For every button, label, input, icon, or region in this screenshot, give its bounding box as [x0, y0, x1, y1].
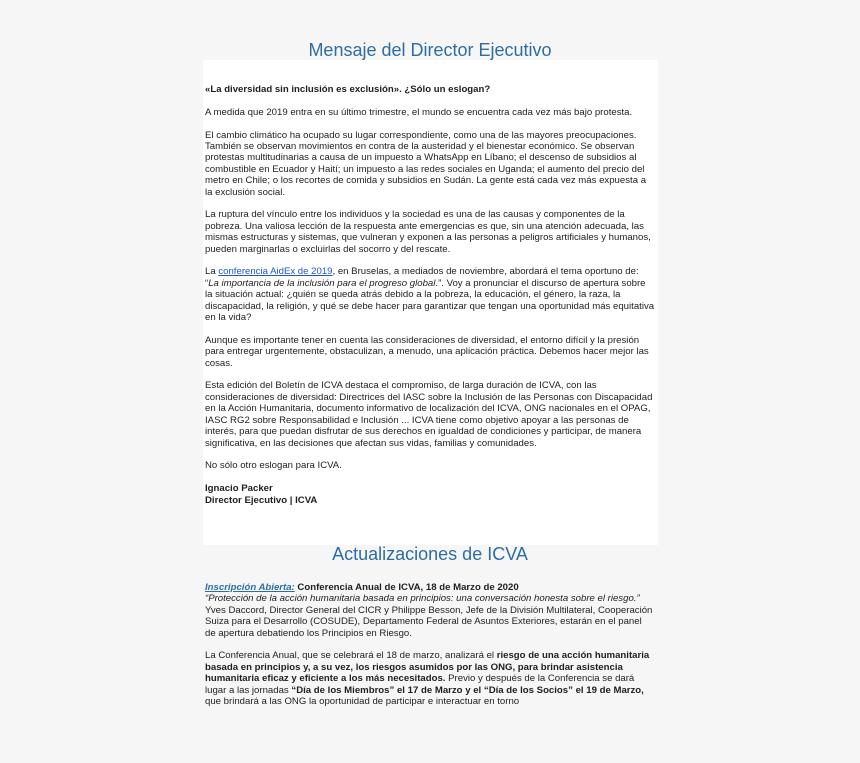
partners-day: Día de los Socios” el 19 de Marzo,: [488, 684, 644, 696]
paragraph-1: A medida que 2019 entra en su último trimestre, el mundo se encuentra cada vez más bajo protesta.: [205, 106, 633, 118]
paragraph-7: No sólo otro eslogan para ICVA.: [205, 460, 342, 472]
speakers-paragraph: Yves Daccord, Director General del CICR y Philippe Besson, Jefe de la División Multilateral, Cooperación Suiza para el Desarrollo (COSUDE), Departamento Federal de Asuntos Exteriores, estarán en el panel de apertura debatiendo los Principios en Riesgo.: [205, 604, 653, 639]
signature-name: Ignacio Packer: [205, 483, 273, 495]
registration-line: [205, 582, 655, 593]
paragraph-5: Aunque es importante tener en cuenta las consideraciones de diversidad, el entorno difícil y la presión para entregar urgentemente, obstaculizan, a menudo, una aplicación práctica. Debemos hacer mejor las cosas.: [205, 334, 649, 369]
paragraph-4: [205, 266, 655, 323]
conference-text-b: riesgo de una acción humanitaria basada en principios y, a su vez, los riesgos asumidos por las ONG, para brindar asistencia humanitaria eficaz y eficiente a los más necesitados.: [205, 650, 650, 685]
paragraph-6: Esta edición del Boletín de ICVA destaca el compromiso, de larga duración de ICVA, con las consideraciones de diversidad: Directrices del IASC sobre la Inclusión de las Personas con Discapacidad en la Acción Humanitaria, documento informativo de localización del ICVA, ONG nacionales en el OPAG, IASC RG2 sobre Responsabilidad e Inclusión ... ICVA tiene como objetivo apoyar a las personas de interés, para que puedan disfrutar de sus derechos en igualdad de condiciones y participar, de manera significativa, en las decisiones que afectan sus vidas, familias y comunidades.: [205, 380, 653, 449]
paragraph-4-start: La: [205, 266, 219, 278]
conference-paragraph: [205, 650, 655, 707]
paragraph-4-middle: , en Bruselas, a mediados de noviembre, abordará el tema oportuno de: “: [205, 266, 639, 289]
signature-role: Director Ejecutivo | ICVA: [205, 494, 318, 506]
registration-link[interactable]: Inscripción Abierta:: [205, 582, 295, 593]
conference-text-g: que brindará a las ONG la oportunidad de participar e interactuar en torno: [205, 696, 520, 708]
aidex-conference-link[interactable]: conferencia AidEx de 2019: [218, 266, 333, 278]
paragraph-2: El cambio climático ha ocupado su lugar correspondiente, como una de las mayores preocupaciones. También se observan movimientos en contra de la austeridad y el bienestar económico. Se observan protestas multitudinarias a causa de un impuesto a WhatsApp en Líbano; el descenso de subsidios al combustible en Ecuador y Haití; un impuesto a las redes sociales en Uganda; el aumento del precio del metro en Chile; o los recortes de comida y subsidios en Sudán. La gente está cada vez más expuesta a la exclusión social.: [205, 129, 647, 198]
headline: «La diversidad sin inclusión es exclusión». ¿Sólo un eslogan?: [205, 84, 491, 95]
event-title: Conferencia Anual de ICVA, 18 de Marzo de 2020: [294, 582, 519, 593]
section-title-director-message: Mensaje del Director Ejecutivo: [308, 40, 552, 60]
conference-text-a: La Conferencia Anual, que se celebrará el 18 de marzo, analizará el: [205, 650, 497, 662]
section-title-updates: Actualizaciones de ICVA: [332, 544, 528, 564]
members-day: “Día de los Miembros” el 17 de Marzo: [291, 684, 463, 696]
paragraph-3: La ruptura del vínculo entre los individuos y la sociedad es una de las causas y componentes de la pobreza. Una valiosa lección de la respuesta ante emergencias es que, sin una atención adecuada, las mismas estructuras y sistemas, que vulneran y exponen a las personas a peligros artificiales y humanos, pueden marginarlas o excluirlas del socorro y del rescate.: [205, 209, 651, 255]
conference-theme: La importancia de la inclusión para el progreso global: [208, 277, 436, 289]
conference-text-e: y el “: [462, 684, 489, 696]
director-message-body: [205, 84, 655, 506]
conference-quote: “Protección de la acción humanitaria basada en principios: una conversación honesta sobre el riesgo.”: [205, 593, 640, 605]
paragraph-4-end: .”. Voy a pronunciar el discurso de apertura sobre la situación actual: ¿quién se queda atrás debido a la pobreza, la educación, el género, la raza, la discapacidad, la religión, y qué se debe hacer para garantizar que tengan una oportunidad más equitativa en la vida?: [205, 277, 655, 324]
updates-body: [205, 582, 655, 707]
conference-text-c: Previo y después de la Conferencia se dará lugar a las jornadas: [205, 673, 635, 696]
